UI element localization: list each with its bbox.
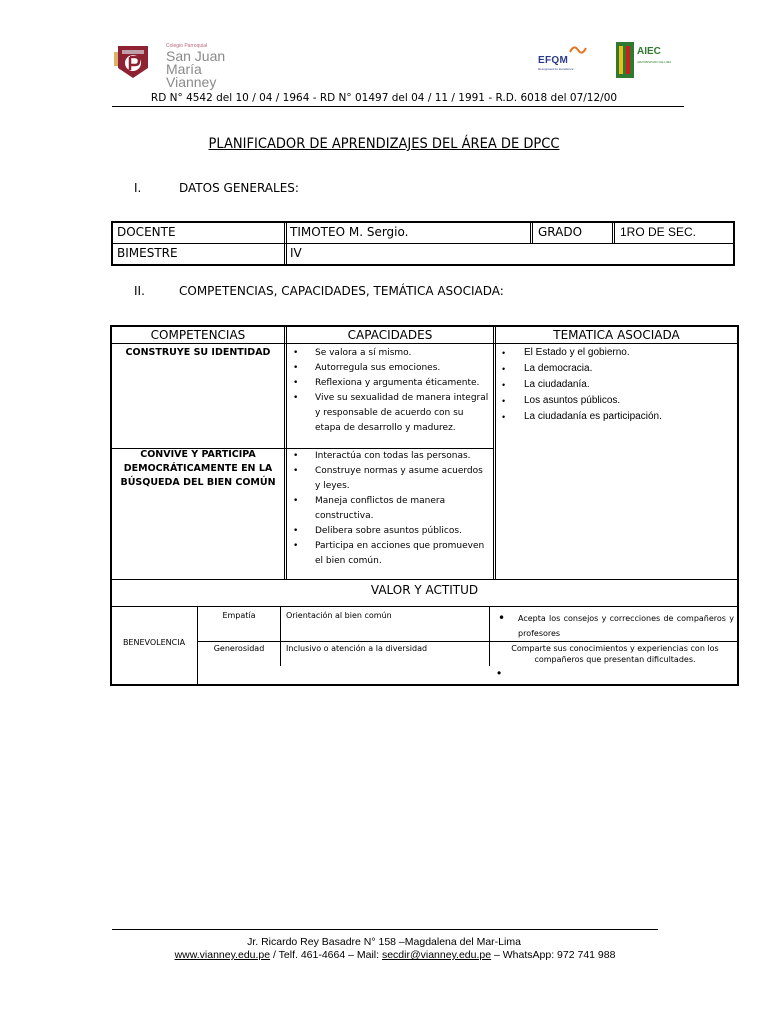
list-item: • Construye normas y asume acuerdos y leyes.	[287, 464, 491, 494]
capacidades-list-2	[287, 449, 491, 569]
footer-whatsapp: – WhatsApp: 972 741 988	[491, 949, 616, 961]
list-item: • La ciudadanía.	[496, 377, 732, 393]
list-item: • Reflexiona y argumenta éticamente.	[287, 376, 491, 391]
table-divider	[113, 243, 733, 244]
valor-actitud-heading: VALOR Y ACTITUD	[370, 583, 479, 597]
list-item: • Vive su sexualidad de manera integral y responsable de acuerdo con su etapa de desarrollo y madurez.	[287, 391, 491, 436]
competencia-1: CONSTRUYE SU IDENTIDAD	[125, 347, 271, 358]
efqm-logo: EFQM Recognised for Excellence	[538, 44, 594, 78]
table-divider	[280, 642, 281, 666]
resolution-line: RD N° 4542 del 10 / 04 / 1964 - RD N° 01497 del 04 / 11 / 1991 - R.D. 6018 del 07/12/00	[150, 92, 618, 104]
list-item: • Participa en acciones que promueven el bien común.	[287, 539, 491, 569]
section-heading: COMPETENCIAS, CAPACIDADES, TEMÁTICA ASOCIADA:	[179, 284, 504, 298]
school-crest-icon	[112, 42, 154, 80]
tematica-list	[496, 345, 732, 425]
aiec-logo: AIEC ARZOBISPADO DE LIMA	[616, 42, 676, 78]
valor-name: BENEVOLENCIA	[122, 638, 186, 647]
list-item: • Se valora a sí mismo.	[287, 346, 491, 361]
footer-address: Jr. Ricardo Rey Basadre N° 158 –Magdalena del Mar-Lima	[247, 936, 521, 948]
table-divider	[612, 223, 613, 243]
list-item: • Delibera sobre asuntos públicos.	[287, 524, 491, 539]
list-item: • Autorregula sus emociones.	[287, 361, 491, 376]
bimestre-value: IV	[290, 246, 302, 260]
table-divider	[284, 223, 285, 264]
school-small-label: Colegio Parroquial	[166, 43, 208, 49]
table-divider	[530, 223, 531, 243]
list-item: • Maneja conflictos de manera constructiva.	[287, 494, 491, 524]
actitud-2: Comparte sus conocimientos y experiencias con los compañeros que presentan dificultades.	[511, 644, 719, 664]
enfoque-value: Orientación al bien común	[286, 611, 392, 620]
footer-contact	[0, 949, 768, 961]
list-item: • La democracia.	[496, 361, 732, 377]
table-divider	[198, 641, 737, 642]
list-item: • Los asuntos públicos.	[496, 393, 732, 409]
section-heading: DATOS GENERALES:	[179, 181, 299, 195]
table-divider	[112, 606, 737, 607]
grado-label: GRADO	[538, 225, 583, 239]
table-divider	[284, 327, 285, 580]
header-capacidades: CAPACIDADES	[347, 328, 433, 342]
table-divider	[112, 579, 737, 580]
footer-divider	[112, 929, 658, 930]
section-number: I.	[134, 181, 142, 195]
docente-value: TIMOTEO M. Sergio.	[290, 225, 409, 239]
aiec-emblem-icon	[616, 42, 634, 78]
grado-value: 1RO DE SEC.	[620, 225, 697, 239]
docente-label: DOCENTE	[117, 225, 176, 239]
competencia-2: CONVIVE Y PARTICIPA DEMOCRÁTICAMENTE EN LA BÚSQUEDA DEL BIEN COMÚN	[120, 449, 276, 488]
table-divider	[286, 223, 287, 264]
bullet-icon: •	[497, 666, 502, 680]
bimestre-label: BIMESTRE	[117, 246, 178, 260]
bullet-icon: •	[498, 611, 506, 625]
enfoque-name: Empatía	[222, 611, 256, 620]
table-divider	[112, 343, 737, 344]
table-divider	[280, 607, 281, 642]
efqm-swirl-icon	[568, 44, 588, 56]
list-item: • El Estado y el gobierno.	[496, 345, 732, 361]
header-divider	[112, 106, 684, 107]
school-logo	[112, 40, 262, 90]
list-item: • Interactúa con todas las personas.	[287, 449, 491, 464]
capacidades-list-1	[287, 346, 491, 436]
table-divider	[489, 607, 490, 642]
actitud-1: • Acepta los consejos y correcciones de compañeros y profesores	[498, 611, 734, 638]
table-divider	[493, 327, 494, 580]
footer-phone: / Telf. 461-4664 – Mail:	[270, 949, 382, 961]
school-name: San Juan María Vianney	[166, 48, 226, 90]
website-link[interactable]: www.vianney.edu.pe	[174, 949, 271, 961]
list-item: • La ciudadanía es participación.	[496, 409, 732, 425]
section-number: II.	[134, 284, 145, 298]
table-divider	[489, 642, 490, 666]
page-title: PLANIFICADOR DE APRENDIZAJES DEL ÁREA DE DPCC	[208, 136, 560, 152]
header-competencias: COMPETENCIAS	[150, 328, 246, 342]
enfoque-value: Inclusivo o atención a la diversidad	[286, 644, 428, 653]
table-divider	[532, 223, 533, 243]
header-tematica: TEMATICA ASOCIADA	[553, 328, 680, 342]
email-link[interactable]: secdir@vianney.edu.pe	[381, 949, 492, 961]
table-divider	[614, 223, 615, 243]
enfoque-name: Generosidad	[213, 644, 265, 653]
